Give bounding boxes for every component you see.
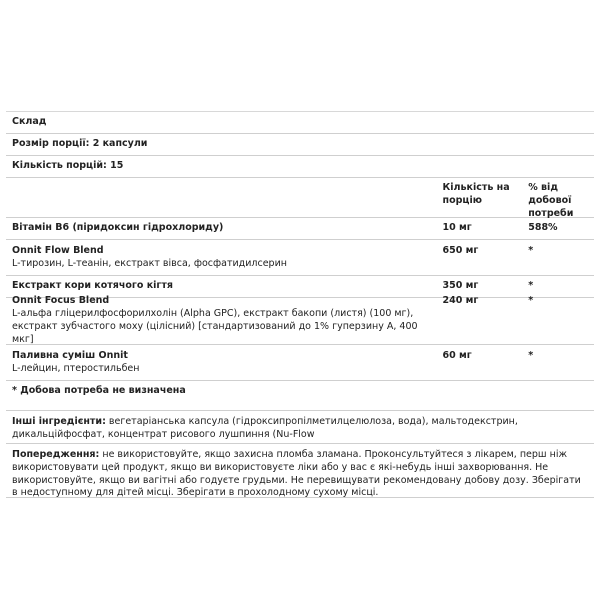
ingredient-cell [12,350,443,376]
warning-label: Попередження: [12,449,100,460]
ingredient-amount: 350 мг [442,280,479,292]
ingredient-daily-value: * [528,295,534,307]
ingredient-daily-value: * [528,244,534,256]
other-ingredients-label: Інші інгредієнти: [12,416,106,427]
servings-per-container [6,155,594,177]
daily-value-footnote [6,380,594,402]
ingredient-row [6,239,594,275]
ingredient-amount: 240 мг [442,295,479,307]
ingredient-name: Екстракт кори котячого кігтя [12,280,173,292]
ingredient-components: L-тирозин, L-теанін, екстракт вівса, фосфатидилсерин [12,257,287,269]
ingredient-daily-value: * [528,280,534,292]
ingredient-row [6,344,594,380]
ingredient-cell [12,245,443,271]
ingredient-daily-value: 588% [528,222,558,234]
ingredient-row [6,275,594,297]
header-name-cell [12,182,443,220]
supplement-facts-panel [6,111,594,498]
ingredient-amount: 650 мг [442,244,479,256]
serving-size [6,133,594,155]
other-ingredients [6,410,594,443]
warning-section [6,443,594,498]
panel-title [6,111,594,133]
ingredient-daily-value: * [528,349,534,361]
header-daily-value: % від добової потреби [528,182,574,219]
ingredient-name: Onnit Flow Blend [12,244,104,256]
ingredient-amount: 10 мг [442,222,472,234]
panel-title-text: Склад [12,116,47,128]
ingredient-components: L-альфа гліцерилфосфорилхолін (Alpha GPC), екстракт бакопи (листя) (100 мг), екстракт зубчастого моху (цілісний) [стандартизований до 1% гуперзину А, 400 мкг] [12,308,418,345]
footnote-text: * Добова потреба не визначена [12,385,186,397]
warning-text: не використовуйте, якщо захисна пломба зламана. Проконсультуйтеся з лікарем, перш ніж використовувати цей продукт, якщо ви використовуєте ліки або у вас є які-небудь інші захворювання. Не використовуйте, якщо ви вагітні або годуєте грудьми. Не перевищувати рекомендовану добову дозу. Зберігати в недоступному для дітей місці. Зберігати в прохолодному сухому місці. [12,449,581,499]
other-ingredients-text: вегетаріанська капсула (гідроксипропілметилцелюлоза, вода), мальтодекстрин, дикальційфосфат, концентрат рисового лушпиння (Nu-Flow [12,416,518,440]
ingredient-name: Onnit Focus Blend [12,295,110,307]
ingredient-components: L-лейцин, птеростильбен [12,362,140,374]
ingredient-amount: 60 мг [442,349,472,361]
ingredient-name: Паливна суміш Onnit [12,349,128,361]
column-header-row [6,177,594,217]
spacer [6,402,594,410]
ingredient-name: Вітамін B6 (піридоксин гідрохлориду) [12,222,224,234]
header-amount: Кількість на порцію [442,182,510,206]
servings-text: Кількість порцій: 15 [12,160,124,172]
serving-size-text: Розмір порції: 2 капсули [12,138,148,150]
ingredient-cell [12,295,443,346]
ingredient-row [6,297,594,344]
